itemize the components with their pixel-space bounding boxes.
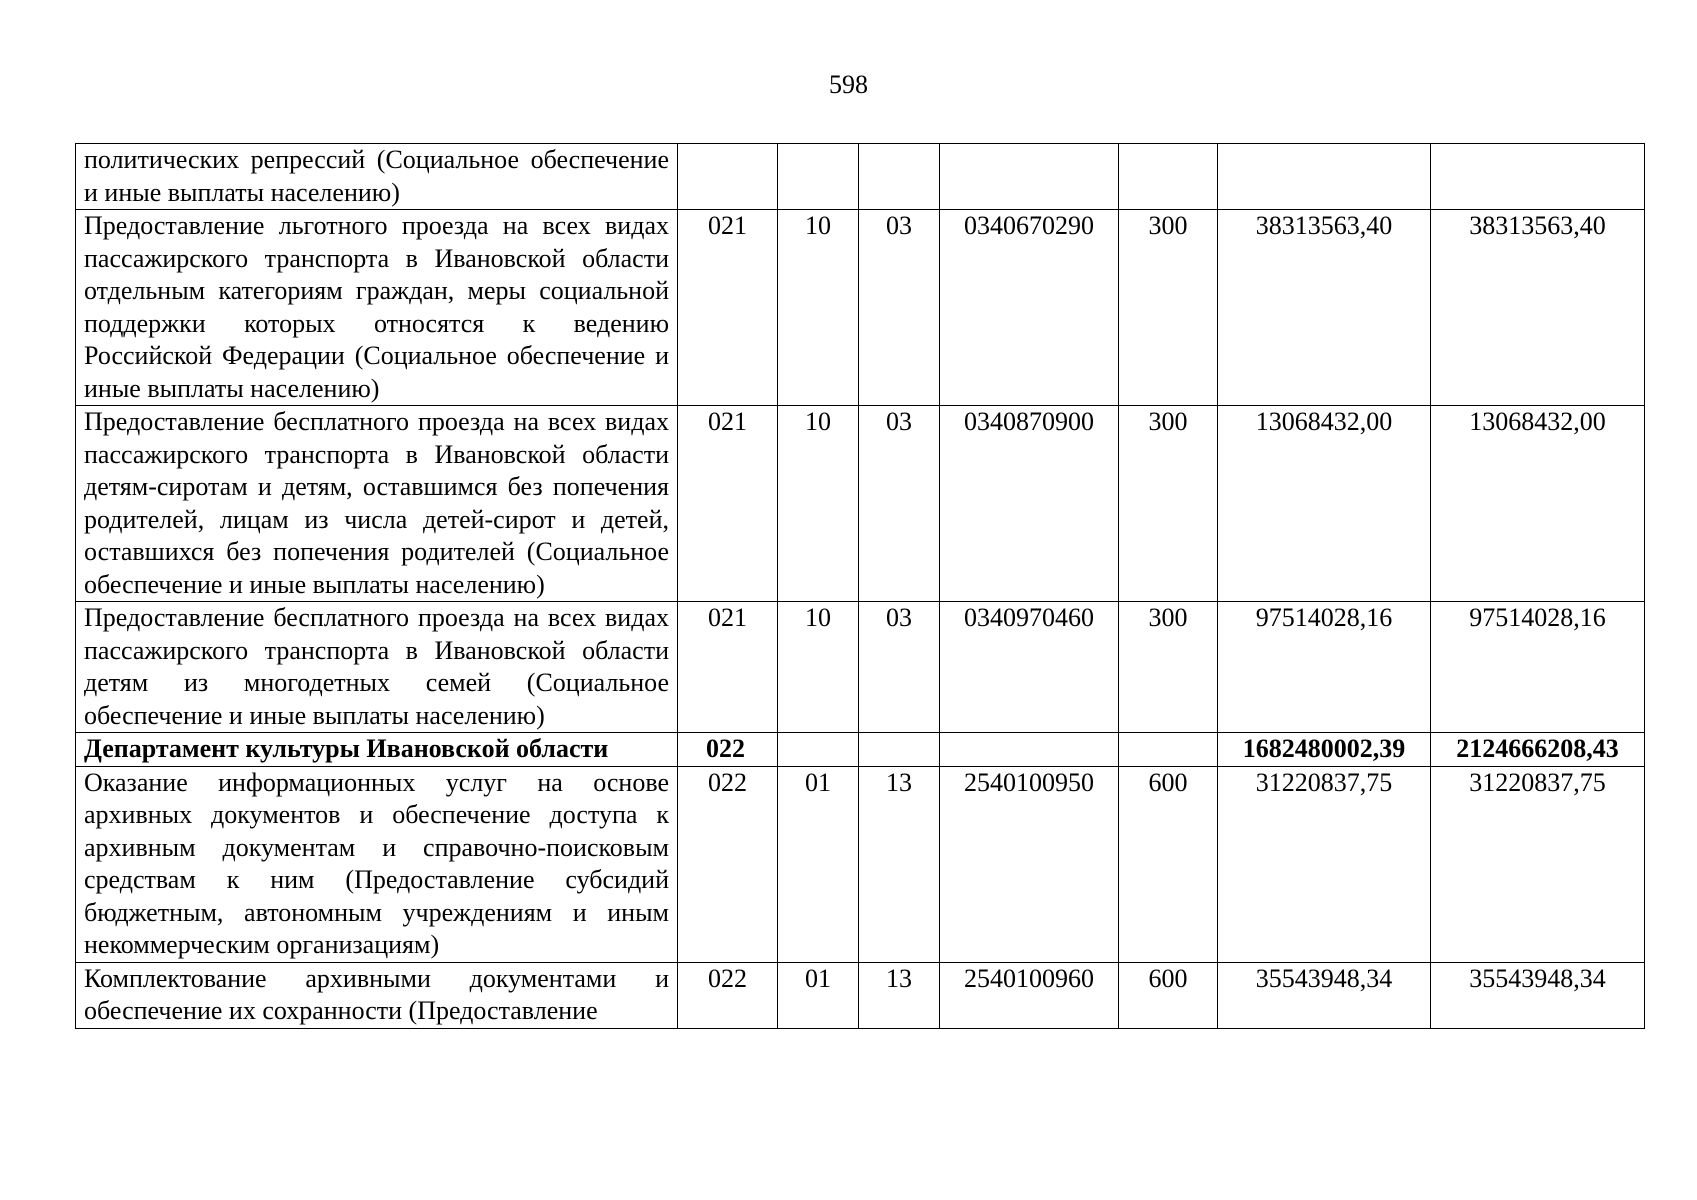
- subsection-code: 03: [859, 210, 940, 406]
- amount-year-2: 13068432,00: [1431, 406, 1645, 602]
- target-article-code: 2540100960: [940, 962, 1119, 1028]
- page-number: 598: [829, 70, 868, 99]
- table-row: [76, 602, 1645, 733]
- table-row: [76, 144, 1645, 210]
- amount-year-2: 97514028,16: [1431, 602, 1645, 733]
- amount-year-1: 97514028,16: [1218, 602, 1431, 733]
- subsection-code: 13: [859, 766, 940, 962]
- amount-year-1: 38313563,40: [1218, 210, 1431, 406]
- ministry-code: 021: [678, 602, 778, 733]
- amount-year-1: 1682480002,39: [1218, 733, 1431, 767]
- department-title: Департамент культуры Ивановской области: [76, 733, 678, 767]
- target-article-code: 0340870900: [940, 406, 1119, 602]
- ministry-code: 021: [678, 406, 778, 602]
- row-description: политических репрессий (Социальное обеспечение и иные выплаты населению): [76, 144, 678, 210]
- amount-year-1: 35543948,34: [1218, 962, 1431, 1028]
- target-article-code: [940, 144, 1119, 210]
- subsection-code: [859, 733, 940, 767]
- section-code: 01: [778, 962, 859, 1028]
- section-code: [778, 733, 859, 767]
- row-description: Комплектование архивными документами и обеспечение их сохранности (Предоставление: [76, 962, 678, 1028]
- section-code: 10: [778, 406, 859, 602]
- subsection-code: 13: [859, 962, 940, 1028]
- ministry-code: 022: [678, 766, 778, 962]
- table-row: [76, 766, 1645, 962]
- expense-type-code: [1119, 733, 1218, 767]
- amount-year-2: 2124666208,43: [1431, 733, 1645, 767]
- expense-type-code: 300: [1119, 210, 1218, 406]
- expense-type-code: 600: [1119, 766, 1218, 962]
- row-description: Предоставление льготного проезда на всех видах пассажирского транспорта в Ивановской области отдельным категориям граждан, меры социальной поддержки которых относятся к ведению Российской Федерации (Социальное обеспечение и иные выплаты населению): [76, 210, 678, 406]
- subsection-code: 03: [859, 406, 940, 602]
- table-row: [76, 962, 1645, 1028]
- subsection-code: 03: [859, 602, 940, 733]
- ministry-code: 021: [678, 210, 778, 406]
- target-article-code: 0340670290: [940, 210, 1119, 406]
- amount-year-2: [1431, 144, 1645, 210]
- amount-year-1: 31220837,75: [1218, 766, 1431, 962]
- row-description: Оказание информационных услуг на основе архивных документов и обеспечение доступа к архивным документам и справочно-поисковым средствам к ним (Предоставление субсидий бюджетным, автономным учреждениям и иным некоммерческим организациям): [76, 766, 678, 962]
- ministry-code: 022: [678, 733, 778, 767]
- section-code: 10: [778, 210, 859, 406]
- expense-type-code: 300: [1119, 406, 1218, 602]
- expense-type-code: [1119, 144, 1218, 210]
- target-article-code: 2540100950: [940, 766, 1119, 962]
- expense-type-code: 600: [1119, 962, 1218, 1028]
- amount-year-2: 31220837,75: [1431, 766, 1645, 962]
- amount-year-2: 35543948,34: [1431, 962, 1645, 1028]
- table-row: [76, 210, 1645, 406]
- amount-year-2: 38313563,40: [1431, 210, 1645, 406]
- amount-year-1: 13068432,00: [1218, 406, 1431, 602]
- ministry-code: [678, 144, 778, 210]
- department-total-row: [76, 733, 1645, 767]
- table-row: [76, 406, 1645, 602]
- row-description: Предоставление бесплатного проезда на всех видах пассажирского транспорта в Ивановской области детям из многодетных семей (Социальное обеспечение и иные выплаты населению): [76, 602, 678, 733]
- section-code: 10: [778, 602, 859, 733]
- target-article-code: 0340970460: [940, 602, 1119, 733]
- amount-year-1: [1218, 144, 1431, 210]
- target-article-code: [940, 733, 1119, 767]
- budget-table: [75, 143, 1645, 1029]
- expense-type-code: 300: [1119, 602, 1218, 733]
- ministry-code: 022: [678, 962, 778, 1028]
- row-description: Предоставление бесплатного проезда на всех видах пассажирского транспорта в Ивановской области детям-сиротам и детям, оставшимся без попечения родителей, лицам из числа детей-сирот и детей, оставшихся без попечения родителей (Социальное обеспечение и иные выплаты населению): [76, 406, 678, 602]
- section-code: [778, 144, 859, 210]
- subsection-code: [859, 144, 940, 210]
- section-code: 01: [778, 766, 859, 962]
